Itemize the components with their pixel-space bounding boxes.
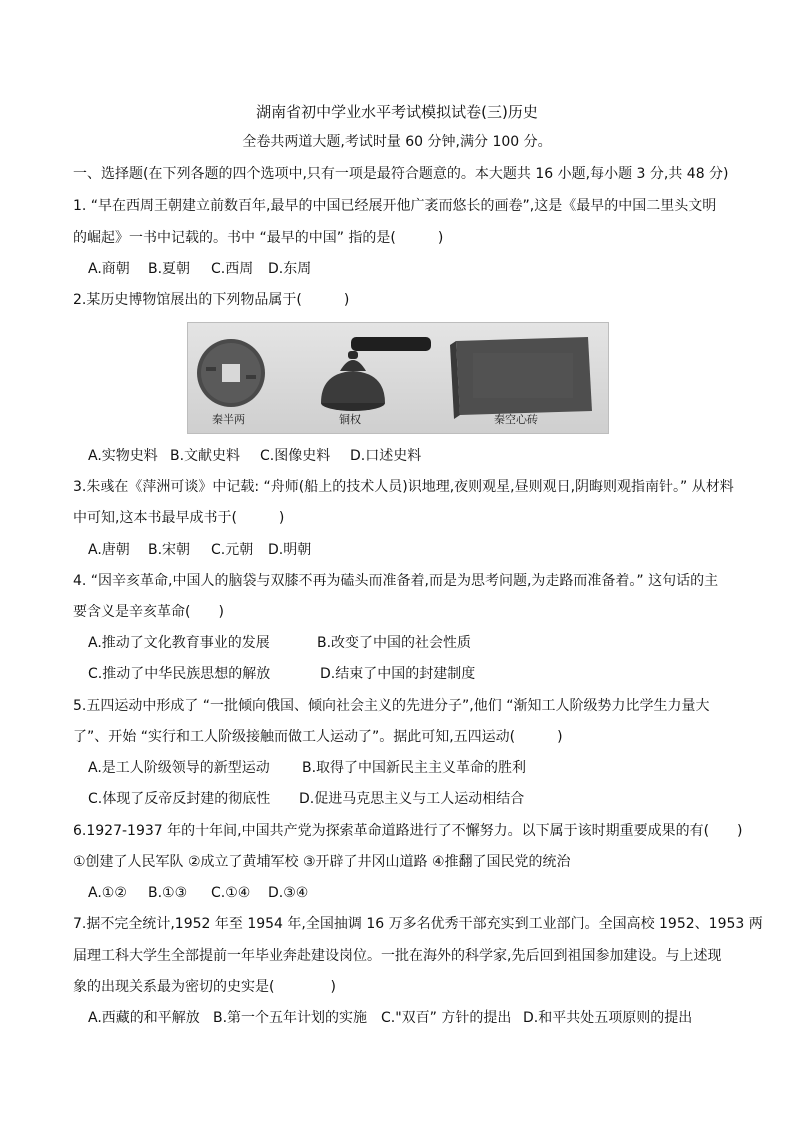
q7-option-a: A.西藏的和平解放 <box>88 1010 200 1026</box>
q3-stem-line-1: 3.朱彧在《萍洲可谈》中记载: “舟师(船上的技术人员)识地理,夜则观星,昼则观日,阴晦则观指南针。” 从材料 <box>73 479 734 495</box>
q6-option-b: B.①③ <box>148 885 188 901</box>
q3-option-d: D.明朝 <box>268 542 312 558</box>
q1-option-a: A.商朝 <box>88 261 130 277</box>
q1-option-c: C.西周 <box>211 261 254 277</box>
section-heading: 一、选择题(在下列各题的四个选项中,只有一项是最符合题意的。本大题共 16 小题,每小题 3 分,共 48 分) <box>73 166 729 182</box>
q4-option-a: A.推动了文化教育事业的发展 <box>88 635 270 651</box>
q3-option-b: B.宋朝 <box>148 542 191 558</box>
q6-option-a: A.①② <box>88 885 127 901</box>
exam-subtitle: 全卷共两道大题,考试时量 60 分钟,满分 100 分。 <box>242 134 552 150</box>
q1-option-d: D.东周 <box>268 261 312 277</box>
q2-option-d: D.口述史料 <box>350 448 422 464</box>
q1-option-b: B.夏朝 <box>148 261 191 277</box>
q7-stem-line-1: 7.据不完全统计,1952 年至 1954 年,全国抽调 16 万多名优秀干部充实到工业部门。全国高校 1952、1953 两 <box>73 916 763 932</box>
q6-option-d: D.③④ <box>268 885 309 901</box>
artifact-illustration <box>188 323 608 433</box>
q7-option-b: B.第一个五年计划的实施 <box>213 1010 368 1026</box>
coin-image <box>197 339 265 407</box>
q4-option-c: C.推动了中华民族思想的解放 <box>88 666 271 682</box>
q6-option-c: C.①④ <box>211 885 251 901</box>
q5-option-b: B.取得了中国新民主主义革命的胜利 <box>302 760 527 776</box>
q7-option-c: C."双百” 方针的提出 <box>381 1010 512 1026</box>
q2-option-b: B.文献史料 <box>170 448 241 464</box>
q7-stem-line-3: 象的出现关系最为密切的史实是( ) <box>73 979 336 995</box>
q2-option-a: A.实物史料 <box>88 448 158 464</box>
q5-option-d: D.促进马克思主义与工人运动相结合 <box>299 791 525 807</box>
artifact-photo <box>187 322 609 434</box>
q7-stem-line-2: 届理工科大学生全部提前一年毕业奔赴建设岗位。一批在海外的科学家,先后回到祖国参加建设。与上述现 <box>73 948 722 964</box>
q4-stem-line-2: 要含义是辛亥革命( ) <box>73 604 224 620</box>
q5-stem-line-2: 了”、开始 “实行和工人阶级接触而做工人运动了”。据此可知,五四运动( ) <box>73 729 563 745</box>
q6-stem-line-1: 6.1927-1937 年的十年间,中国共产党为探索革命道路进行了不懈努力。以下属于该时期重要成果的有( ) <box>73 823 743 839</box>
exam-title: 湖南省初中学业水平考试模拟试卷(三)历史 <box>256 103 538 121</box>
q4-stem-line-1: 4. “因辛亥革命,中国人的脑袋与双膝不再为磕头而准备着,而是为思考问题,为走路而准备着。” 这句话的主 <box>73 573 719 589</box>
caption-hollow-brick: 秦空心砖 <box>494 413 538 426</box>
caption-bronze-weight: 铜权 <box>339 413 361 426</box>
q1-stem-line-1: 1. “早在西周王朝建立前数百年,最早的中国已经展开他广袤而悠长的画卷”,这是《最早的中国二里头文明 <box>73 198 717 214</box>
q3-stem-line-2: 中可知,这本书最早成书于( ) <box>73 510 285 526</box>
q3-option-c: C.元朝 <box>211 542 254 558</box>
q3-option-a: A.唐朝 <box>88 542 130 558</box>
q5-option-c: C.体现了反帝反封建的彻底性 <box>88 791 271 807</box>
q4-option-b: B.改变了中国的社会性质 <box>317 635 472 651</box>
q6-stem-line-2: ①创建了人民军队 ②成立了黄埔军校 ③开辟了井冈山道路 ④推翻了国民党的统治 <box>73 854 571 870</box>
q7-option-d: D.和平共处五项原则的提出 <box>523 1010 693 1026</box>
q2-option-c: C.图像史料 <box>260 448 331 464</box>
q1-stem-line-2: 的崛起》一书中记载的。书中 “最早的中国” 指的是( ) <box>73 230 444 246</box>
q2-stem-line-1: 2.某历史博物馆展出的下列物品属于( ) <box>73 292 350 308</box>
q5-option-a: A.是工人阶级领导的新型运动 <box>88 760 270 776</box>
q4-option-d: D.结束了中国的封建制度 <box>320 666 476 682</box>
q5-stem-line-1: 5.五四运动中形成了 “一批倾向俄国、倾向社会主义的先进分子”,他们 “渐知工人阶级势力比学生力量大 <box>73 698 710 714</box>
caption-coin: 秦半两 <box>212 413 245 426</box>
hollow-brick-image <box>450 337 592 419</box>
